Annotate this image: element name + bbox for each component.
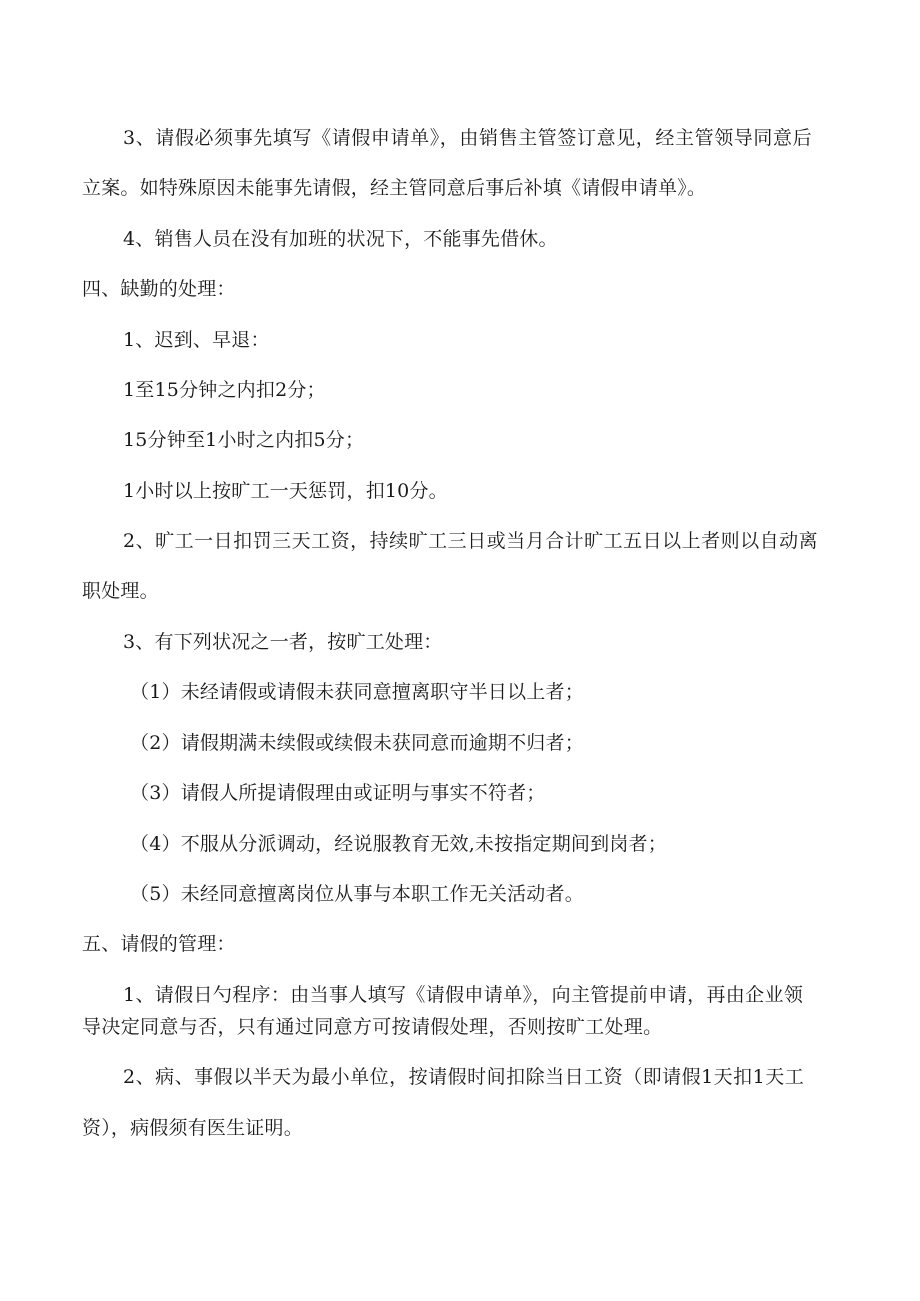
section-heading: 四、缺勤的处理：: [82, 278, 236, 300]
list-item: （3）请假人所提请假理由或证明与事实不符者；: [130, 782, 546, 804]
list-item: （2）请假期满未续假或续假未获同意而逾期不归者；: [130, 732, 584, 754]
paragraph-line: 3、有下列状况之一者，按旷工处理：: [123, 631, 443, 653]
paragraph-line: 2、病、事假以半天为最小单位，按请假时间扣除当日工资（即请假1天扣1天工: [123, 1066, 805, 1088]
paragraph-line: 4、销售人员在没有加班的状况下，不能事先借休。: [123, 228, 558, 250]
paragraph-line: 3、请假必须事先填写《请假申请单》，由销售主管签订意见，经主管领导同意后: [123, 127, 813, 149]
paragraph-line: 2、旷工一日扣罚三天工资，持续旷工三日或当月合计旷工五日以上者则以自动离: [123, 530, 819, 552]
section-heading: 五、请假的管理：: [82, 933, 236, 955]
paragraph-line: 立案。如特殊原因未能事先请假，经主管同意后事后补填《请假申请单》。: [82, 177, 707, 199]
subsection-heading: 1、迟到、早退：: [123, 329, 270, 351]
list-item: （5）未经同意擅离岗位从事与本职工作无关活动者。: [130, 883, 584, 905]
paragraph-line: 15分钟至1小时之内扣5分；: [123, 429, 365, 451]
paragraph-line: 1小时以上按旷工一天惩罚，扣10分。: [123, 480, 448, 502]
paragraph-line: 职处理。: [82, 580, 159, 602]
list-item: （1）未经请假或请假未获同意擅离职守半日以上者；: [130, 681, 584, 703]
paragraph-line: 1至15分钟之内扣2分；: [123, 379, 326, 401]
list-item: （4）不服从分派调动，经说服教育无效,未按指定期间到岗者；: [130, 833, 667, 855]
paragraph-line: 资），病假须有医生证明。: [82, 1117, 303, 1139]
paragraph-line: 导决定同意与否，只有通过同意方可按请假处理，否则按旷工处理。: [82, 1016, 663, 1038]
paragraph-line: 1、请假日勺程序：由当事人填写《请假申请单》，向主管提前申请，再由企业领: [123, 984, 804, 1006]
